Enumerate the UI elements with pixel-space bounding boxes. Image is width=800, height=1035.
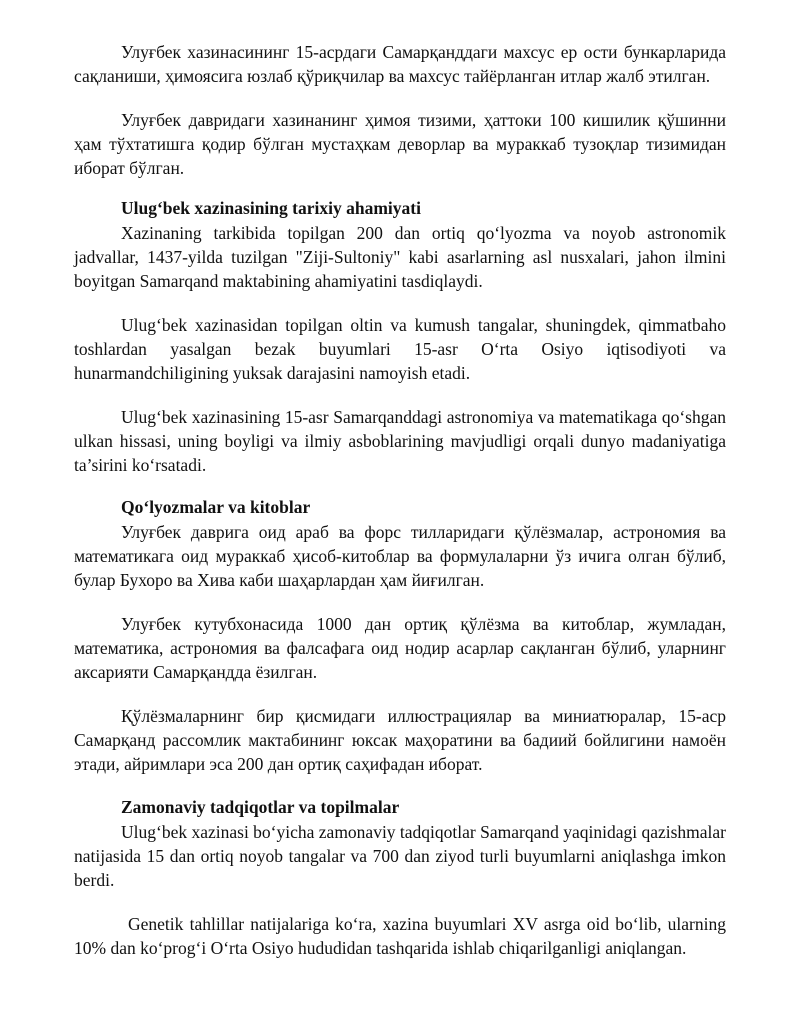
section-historical-significance — [74, 196, 726, 477]
section-paragraph: Ulug‘bek xazinasining 15-asr Samarqanddagi astronomiya va matematikaga qo‘shgan ulkan hissasi, uning boyligi va ilmiy asboblarining mavjudligi orqali dunyo madaniyatiga ta’sirini ko‘rsatadi. — [74, 406, 726, 476]
section-paragraph: Ulug‘bek xazinasidan topilgan oltin va kumush tangalar, shuningdek, qimmatbaho toshlardan yasalgan bezak buyumlari 15-asr O‘rta Osiyo iqtisodiyoti va hunarmandchiligining yuksak darajasini namoyish etadi. — [74, 314, 726, 384]
section-heading: Zamonaviy tadqiqotlar va topilmalar — [121, 797, 400, 818]
section-paragraph: Улуғбек даврига оид араб ва форс тилларидаги қўлёзмалар, астрономия ва математикага оид мураккаб ҳисоб-китоблар ва формулаларни ўз ичига олган бўлиб, булар Бухоро ва Хива каби шаҳарлардан ҳам йиғилган. — [74, 521, 726, 591]
section-paragraph: Ulug‘bek xazinasi bo‘yicha zamonaviy tadqiqotlar Samarqand yaqinidagi qazishmalar natijasida 15 dan ortiq noyob tangalar va 700 dan ziyod turli buyumlarni aniqlashga imkon berdi. — [74, 821, 727, 891]
intro-paragraph-2: Улуғбек давридаги хазинанинг ҳимоя тизими, ҳаттоки 100 кишилик қўшинни ҳам тўхтатишга қодир бўлган мустаҳкам деворлар ва мураккаб тузоқлар тизимидан иборат бўлган. — [74, 109, 726, 179]
section-modern-research — [74, 795, 726, 960]
section-manuscripts-and-books — [74, 495, 726, 776]
section-paragraph: Улуғбек кутубхонасида 1000 дан ортиқ қўлёзма ва китоблар, жумладан, математика, астрономия ва фалсафага оид нодир асарлар сақланган бўлиб, уларнинг аксарияти Самарқандда ёзилган. — [74, 613, 726, 683]
intro-paragraph-1: Улуғбек хазинасининг 15-асрдаги Самарқанддаги махсус ер ости бункарларида сақланиши, ҳимоясига юзлаб қўриқчилар ва махсус тайёрланган итлар жалб этилган. — [74, 42, 726, 87]
section-heading: Ulug‘bek xazinasining tarixiy ahamiyati — [121, 198, 421, 219]
section-heading: Qo‘lyozmalar va kitoblar — [121, 497, 311, 518]
section-paragraph: Genetik tahlillar natijalariga ko‘ra, xazina buyumlari XV asrga oid bo‘lib, ularning 10% dan ko‘prog‘i O‘rta Osiyo hududidan tashqarida ishlab chiqarilganligi aniqlangan. — [74, 913, 726, 958]
document-page — [74, 40, 726, 960]
section-paragraph: Xazinaning tarkibida topilgan 200 dan ortiq qo‘lyozma va noyob astronomik jadvallar, 1437-yilda tuzilgan "Ziji-Sultoniy" kabi asarlarning asl nusxalari, jahon ilmini boyitgan Samarqand maktabining ahamiyatini tasdiqlaydi. — [74, 222, 726, 292]
section-paragraph: Қўлёзмаларнинг бир қисмидаги иллюстрациялар ва миниатюралар, 15-аср Самарқанд рассомлик мактабининг юксак маҳоратини ва бадиий бойлигини намоён этади, айримлари эса 200 дан ортиқ саҳифадан иборат. — [74, 705, 726, 775]
